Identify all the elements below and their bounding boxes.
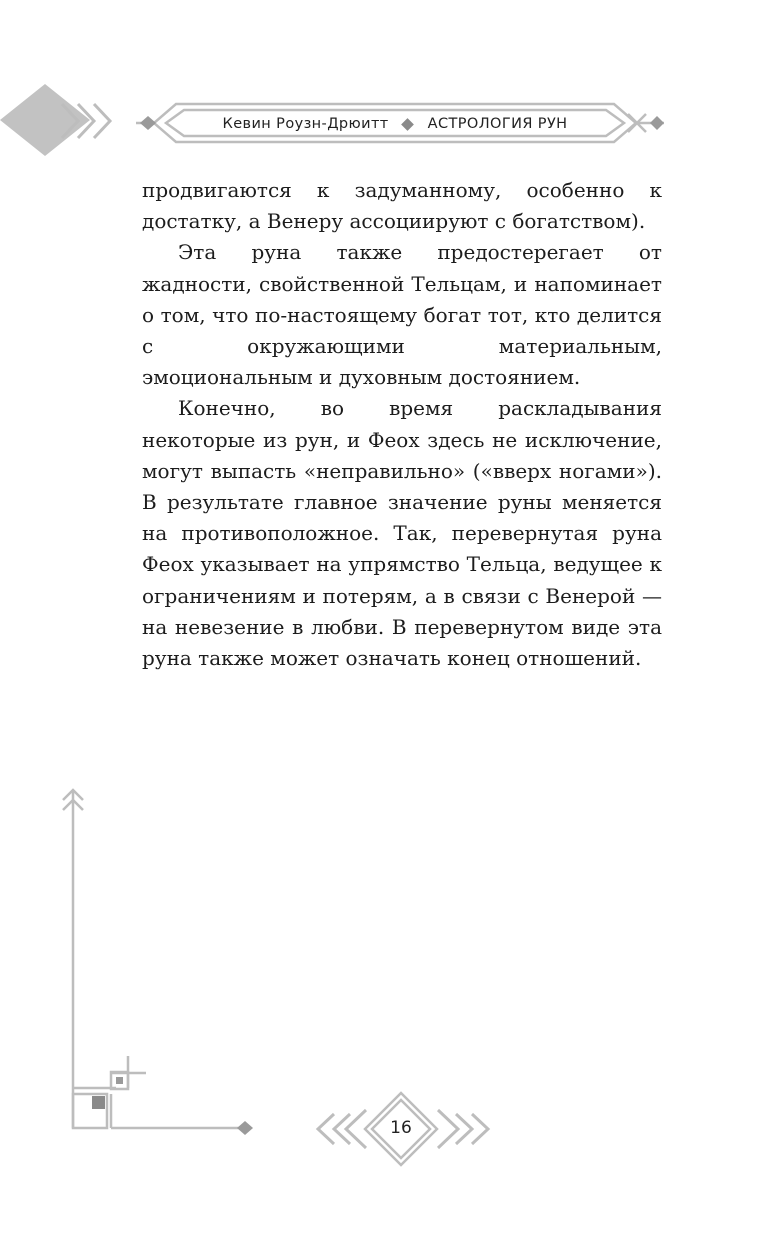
corner-squares-ornament — [73, 1056, 253, 1135]
footer-left-chevrons — [318, 1110, 366, 1148]
paragraph-1: продвигаются к задуманному, особенно к достатку, а Венеру ассоциируют с богатством). — [142, 178, 662, 234]
header-banner-right-ends — [628, 114, 664, 132]
header-banner-left-ends — [136, 116, 156, 130]
paragraph-2: Эта руна также предостерегает от жадности, свойственной Тельцам, и напоминает о том, что по-настоящему богат тот, кто делится с окружающими материальным, эмоциональным и духовным достоянием. — [142, 240, 662, 390]
running-header — [160, 106, 630, 142]
left-vertical-arrow — [63, 790, 83, 1128]
header-author: Кевин Роузн-Дрюитт — [222, 116, 389, 132]
header-separator-diamond-icon — [401, 118, 414, 131]
paragraph-3: Конечно, во время раскладывания некоторые из рун, и Феох здесь не исключение, могут выпасть «неправильно» («вверх ногами»). В результате главное значение руны меняется на противоположное. Так, перевернутая руна Феох указывает на упрямство Тельца, ведущее к ограничениям и потерям, а в связи с Венерой — на невезение в любви. В перевернутом виде эта руна также может означать конец отношений. — [142, 396, 662, 671]
footer-right-chevrons — [438, 1110, 488, 1148]
body-text — [142, 175, 662, 674]
header-book-title: АСТРОЛОГИЯ РУН — [427, 116, 568, 132]
page-number: 16 — [390, 1118, 412, 1138]
